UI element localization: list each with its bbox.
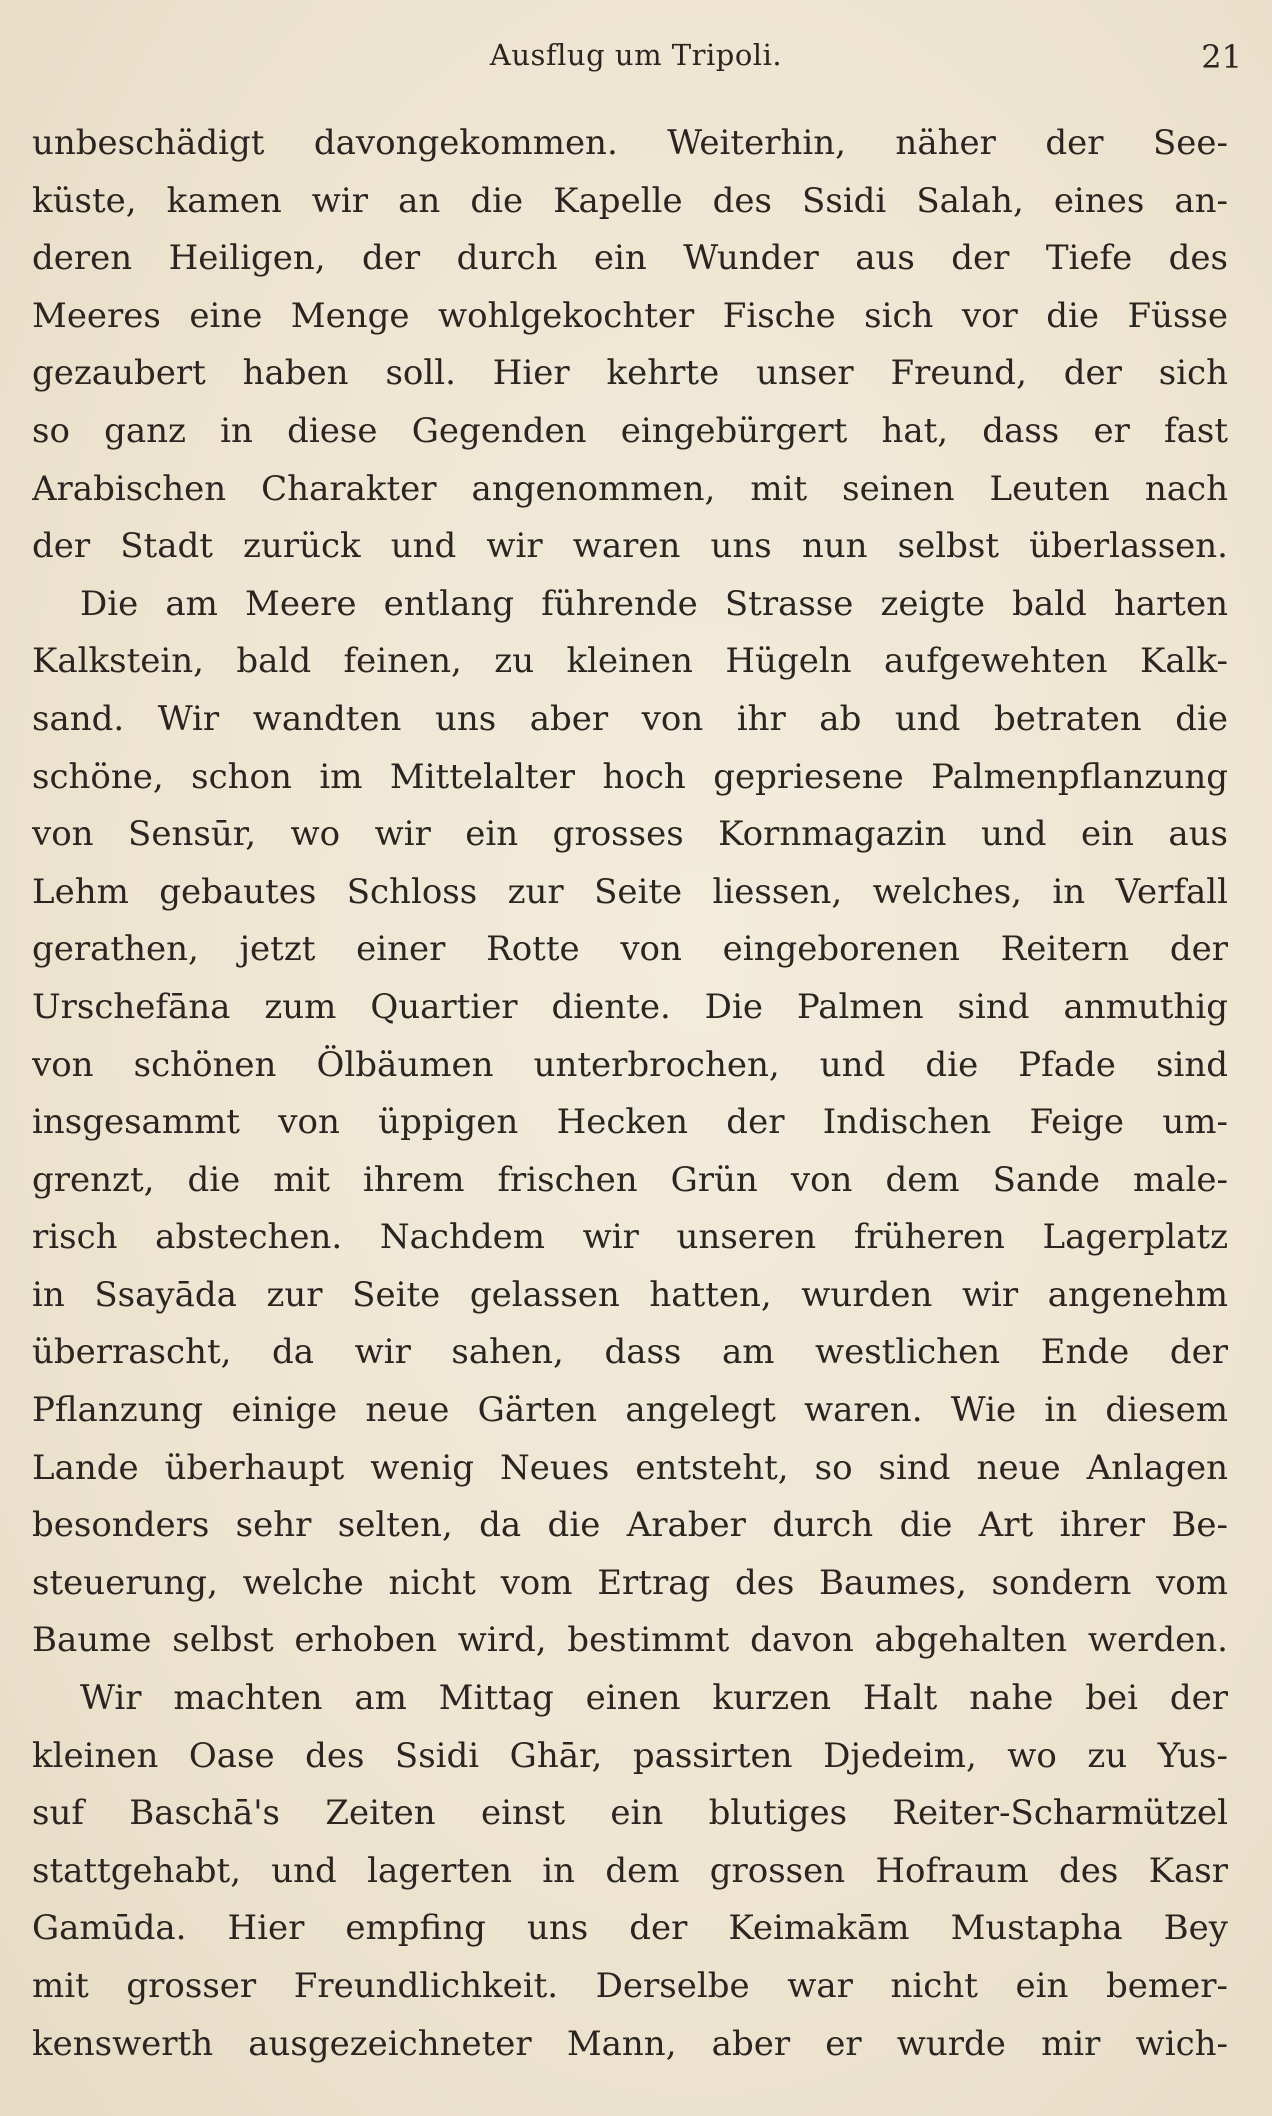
text-line: mit grosser Freundlichkeit. Derselbe war nicht ein bemer- — [32, 1966, 1228, 2006]
text-line: unbeschädigt davongekommen. Weiterhin, näher der See- — [32, 123, 1228, 163]
text-line: so ganz in diese Gegenden eingebürgert hat, dass er fast — [32, 410, 1228, 451]
page-number: 21 — [1201, 38, 1242, 76]
text-line: insgesammt von üppigen Hecken der Indischen Feige um- — [32, 1102, 1228, 1143]
text-line: risch abstechen. Nachdem wir unseren früheren Lagerplatz — [32, 1217, 1228, 1258]
text-line: Gamūda. Hier empfing uns der Keimakām Mustapha Bey — [32, 1908, 1228, 1949]
body-text — [32, 115, 1228, 2073]
text-line: kleinen Oase des Ssidi Ghār, passirten Djedeim, wo zu Yus- — [32, 1735, 1228, 1776]
text-line: überrascht, da wir sahen, dass am westlichen Ende der — [32, 1332, 1228, 1373]
text-line: grenzt, die mit ihrem frischen Grün von dem Sande male- — [32, 1159, 1228, 1200]
text-line: Lehm gebautes Schloss zur Seite liessen, welches, in Verfall — [32, 871, 1228, 912]
text-line: Lande überhaupt wenig Neues entsteht, so sind neue Anlagen — [32, 1447, 1228, 1488]
text-line: kenswerth ausgezeichneter Mann, aber er wurde mir wich- — [32, 2023, 1228, 2064]
text-line: Kalkstein, bald feinen, zu kleinen Hügeln aufgewehten Kalk- — [32, 641, 1228, 682]
paragraph-first-line: Die am Meere entlang führende Strasse zeigte bald harten — [80, 583, 1228, 624]
text-line: von Sensūr, wo wir ein grosses Kornmagazin und ein aus — [32, 814, 1228, 855]
text-line: Pflanzung einige neue Gärten angelegt waren. Wie in diesem — [32, 1390, 1228, 1431]
text-line: Urschefāna zum Quartier diente. Die Palmen sind anmuthig — [32, 986, 1228, 1027]
text-line: steuerung, welche nicht vom Ertrag des Baumes, sondern vom — [32, 1562, 1228, 1603]
running-title: Ausflug um Tripoli. — [489, 38, 783, 72]
running-header — [30, 38, 1242, 84]
text-line: deren Heiligen, der durch ein Wunder aus der Tiefe des — [32, 238, 1228, 279]
text-line: von schönen Ölbäumen unterbrochen, und die Pfade sind — [32, 1044, 1228, 1085]
text-line: suf Baschā's Zeiten einst ein blutiges Reiter-Scharmützel — [32, 1793, 1228, 1834]
text-line: sand. Wir wandten uns aber von ihr ab und betraten die — [32, 698, 1228, 739]
text-line: gezaubert haben soll. Hier kehrte unser Freund, der sich — [32, 353, 1228, 394]
text-line: der Stadt zurück und wir waren uns nun selbst überlassen. — [32, 526, 1228, 567]
text-line: stattgehabt, und lagerten in dem grossen Hofraum des Kasr — [32, 1850, 1228, 1891]
text-line: Arabischen Charakter angenommen, mit seinen Leuten nach — [32, 468, 1228, 509]
text-line: besonders sehr selten, da die Araber durch die Art ihrer Be- — [32, 1505, 1228, 1546]
text-line: Baume selbst erhoben wird, bestimmt davon abgehalten werden. — [32, 1620, 1228, 1661]
text-line: Meeres eine Menge wohlgekochter Fische sich vor die Füsse — [32, 295, 1228, 336]
text-line: gerathen, jetzt einer Rotte von eingeborenen Reitern der — [32, 929, 1228, 970]
text-line: in Ssayāda zur Seite gelassen hatten, wurden wir angenehm — [32, 1274, 1228, 1315]
paragraph-first-line: Wir machten am Mittag einen kurzen Halt nahe bei der — [80, 1678, 1228, 1719]
text-line: schöne, schon im Mittelalter hoch gepriesene Palmenpflanzung — [32, 756, 1228, 797]
text-line: küste, kamen wir an die Kapelle des Ssidi Salah, eines an- — [32, 180, 1228, 221]
